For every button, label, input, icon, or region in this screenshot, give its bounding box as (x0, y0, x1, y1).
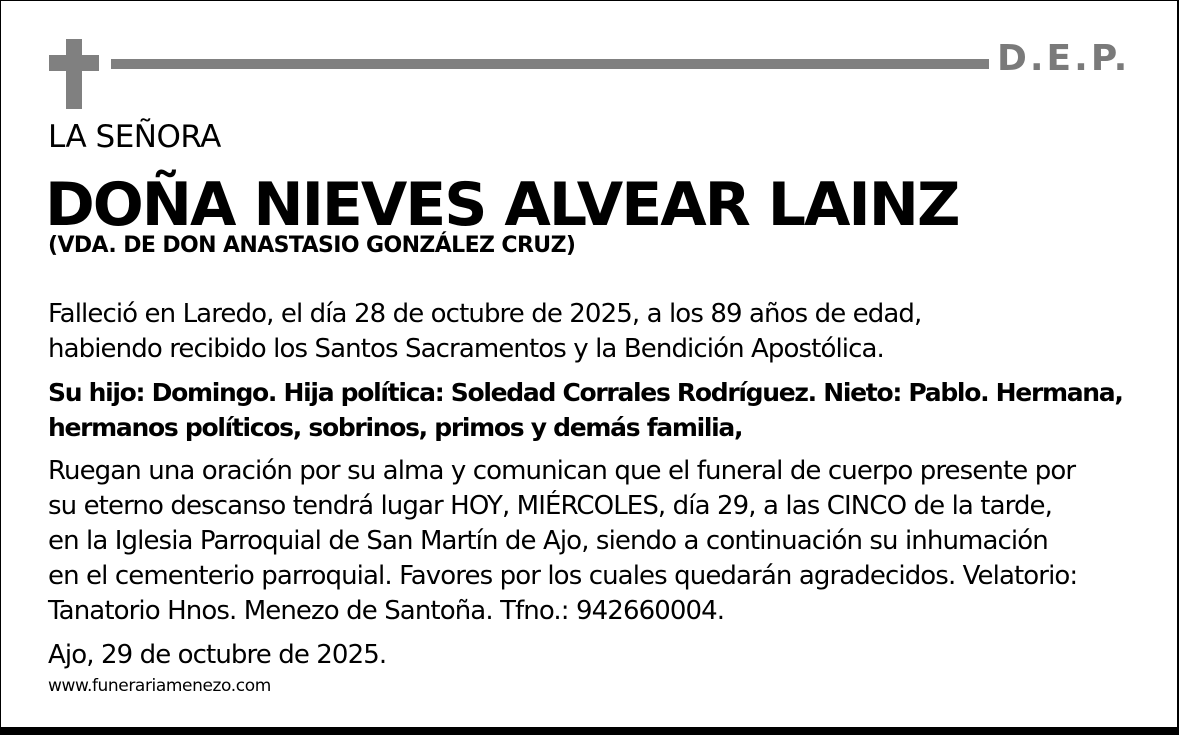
title-prefix: LA SEÑORA (48, 119, 221, 155)
funeral-line-2: su eterno descanso tendrá lugar HOY, MIÉRCOLES, día 29, a las CINCO de la tarde, (48, 491, 1053, 521)
funeral-line-1: Ruegan una oración por su alma y comunican que el funeral de cuerpo presente por (48, 456, 1076, 486)
family-line-2: hermanos políticos, sobrinos, primos y demás familia, (48, 413, 743, 442)
website-link[interactable]: www.funerariamenezo.com (48, 676, 271, 696)
deceased-name: DOÑA NIEVES ALVEAR LAINZ (45, 170, 959, 240)
place-date: Ajo, 29 de octubre de 2025. (48, 640, 387, 670)
funeral-line-3: en la Iglesia Parroquial de San Martín de Ajo, siendo a continuación su inhumación (48, 526, 1048, 556)
header-rule (111, 59, 989, 69)
widow-of: (VDA. DE DON ANASTASIO GONZÁLEZ CRUZ) (48, 233, 576, 258)
funeral-line-5: Tanatorio Hnos. Menezo de Santoña. Tfno.: 942660004. (48, 596, 725, 626)
funeral-line-4: en el cementerio parroquial. Favores por los cuales quedarán agradecidos. Velatorio: (48, 561, 1078, 591)
dep-label: D.E.P. (997, 38, 1131, 79)
cross-icon (49, 39, 99, 109)
death-line-1: Falleció en Laredo, el día 28 de octubre de 2025, a los 89 años de edad, (48, 299, 922, 329)
death-line-2: habiendo recibido los Santos Sacramentos y la Bendición Apostólica. (48, 334, 884, 364)
family-line-1: Su hijo: Domingo. Hija política: Soledad Corrales Rodríguez. Nieto: Pablo. Hermana, (48, 378, 1123, 407)
